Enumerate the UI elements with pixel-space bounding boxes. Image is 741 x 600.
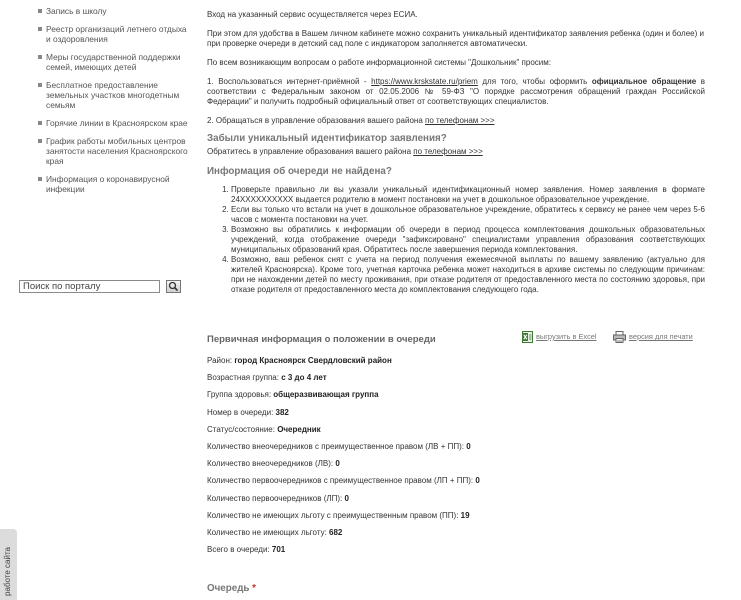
- queue-row-health-group: [207, 390, 707, 407]
- sidebar-item-label: График работы мобильных центров занятости населения Красноярского края: [46, 136, 188, 166]
- row-value: 701: [271, 545, 286, 555]
- row-label: Количество первоочередников (ЛП):: [207, 493, 345, 503]
- queue-info-header: [207, 331, 707, 345]
- row-value: 682: [329, 527, 343, 537]
- row-value: Очередник: [277, 424, 321, 434]
- personal-cabinet-note: При этом для удобства в Вашем личном кабинете можно сохранить уникальный идентификатор заявления ребенка (один и более) и при проверке очереди в детский сад поле с индикатором заполняется автоматически.: [207, 29, 704, 48]
- sidebar-item-label: Информация о коронавирусной инфекции: [46, 174, 170, 194]
- bullet-icon: [38, 177, 42, 181]
- row-label: Всего в очереди:: [207, 545, 272, 555]
- search-icon: [167, 281, 180, 292]
- site-feedback-tab[interactable]: [0, 529, 17, 600]
- sidebar-item-hotlines[interactable]: [38, 118, 188, 128]
- list-item: 4. Возможно, ваш ребенок снят с учета на период получения ежемесячной выплаты по вашему заявлению (актуально для жителей Красноярска). Кроме того, учетная карточка ребенка может находиться в архиве системы по следующим причинам: при не нахождении детей по месту проживания, при отказе родителя от предоставленного места по состоянию здоровья, при отказе родителя от предоставленного места до комплектования следующего года.: [231, 255, 705, 295]
- bullet-icon: [38, 27, 42, 31]
- printer-icon: [613, 331, 626, 343]
- queue-not-found-heading: Информация об очереди не найдена?: [207, 166, 392, 177]
- queue-row-lv: [207, 459, 707, 476]
- queue-section-title: [207, 584, 256, 594]
- esia-note: Вход на указанный сервис осуществляется через ЕСИА.: [207, 10, 418, 19]
- feedback-tab-label: работе сайта: [3, 547, 12, 596]
- row-value: город Красноярск Свердловский район: [234, 356, 392, 365]
- sidebar-item-label: Реестр организаций летнего отдыха и оздоровления: [46, 24, 187, 44]
- forgot-id-paragraph: [207, 147, 705, 157]
- sidebar-item-label: Меры государственной поддержки семей, имеющих детей: [46, 52, 181, 72]
- reception-text-end: в соответствии с Федеральным законом от 02.05.2006 № 59-ФЗ "О порядке рассмотрения обращений граждан Российской Федерации" и получить подробный официальный ответ от соответствующих специалистов.: [207, 77, 705, 106]
- list-item: 1. Проверьте правильно ли вы указали уникальный идентификационный номер заявления. Номер заявления в формате 24ХХХХХХХХХХ выдается родителю в момент постановки на учет в дошкольное образовательное учреждение.: [231, 185, 705, 205]
- sidebar-item-label: Горячие линии в Красноярском крае: [46, 118, 188, 128]
- forgot-id-phones-link[interactable]: по телефонам >>>: [413, 147, 483, 156]
- sidebar-item-summer-camps[interactable]: [38, 24, 188, 44]
- sidebar-menu: [38, 6, 188, 202]
- forgot-id-text: Обратитесь в управление образования вашего района: [207, 147, 414, 156]
- row-label: Район:: [207, 356, 235, 365]
- print-version-label: версия для печати: [629, 332, 693, 341]
- main-content: [207, 10, 705, 295]
- row-label: Количество первоочередников с преимущественное правом (ЛП + ПП):: [207, 476, 476, 486]
- reception-text-mid: для того, чтобы оформить: [477, 77, 592, 86]
- queue-info-title: Первичная информация о положении в очереди: [207, 334, 436, 345]
- row-label: Номер в очереди:: [207, 407, 276, 417]
- queue-row-lp-pp: [207, 476, 707, 493]
- sidebar-item-family-support[interactable]: [38, 52, 188, 72]
- row-value: 382: [275, 407, 289, 417]
- queue-section-label: Очередь: [207, 583, 250, 594]
- queue-row-no-benefit: [207, 528, 707, 545]
- row-label: Количество внеочередников с преимущественное правом (ЛВ + ПП):: [207, 441, 467, 451]
- internet-reception-paragraph: [207, 77, 705, 107]
- bullet-icon: [38, 139, 42, 143]
- forgot-id-heading: Забыли уникальный идентификатор заявления?: [207, 133, 447, 144]
- queue-row-district: [207, 356, 707, 373]
- search-input[interactable]: [19, 280, 160, 293]
- bullet-icon: [38, 83, 42, 87]
- row-value: 0: [475, 476, 480, 486]
- sidebar-item-school-enrollment[interactable]: [38, 6, 188, 16]
- row-value: 0: [335, 459, 340, 469]
- row-value: с 3 до 4 лет: [281, 373, 327, 383]
- row-value: 0: [344, 493, 349, 503]
- search-button[interactable]: [166, 280, 181, 293]
- bullet-icon: [38, 9, 42, 13]
- print-version-link[interactable]: [613, 331, 693, 343]
- queue-row-pp: [207, 511, 707, 528]
- queue-row-age-group: [207, 373, 707, 390]
- internet-reception-link[interactable]: https://www.krskstate.ru/priem: [371, 77, 478, 86]
- queue-row-lv-pp: [207, 442, 707, 459]
- list-item: 2. Если вы только что встали на учет в дошкольное образовательное учреждение, обратитесь к сервису не ранее чем через 5-6 часов с момента постановки на учет.: [231, 205, 705, 225]
- row-label: Статус/состояние:: [207, 424, 278, 434]
- official-appeal-text: официальное обращение: [591, 77, 697, 86]
- education-dept-paragraph: [207, 116, 705, 126]
- sidebar-item-employment-centers[interactable]: [38, 136, 188, 166]
- bullet-icon: [38, 121, 42, 125]
- queue-not-found-list: [207, 185, 705, 295]
- queue-row-position: [207, 408, 707, 425]
- required-mark: *: [252, 583, 256, 594]
- queue-row-lp: [207, 494, 707, 511]
- bullet-icon: [38, 55, 42, 59]
- row-label: Количество внеочередников (ЛВ):: [207, 459, 336, 469]
- row-label: Возрастная группа:: [207, 373, 282, 383]
- export-excel-label: выгрузить в Excel: [536, 332, 597, 341]
- row-label: Количество не имеющих льготу:: [207, 527, 330, 537]
- list-item: 3. Возможно вы обратились к информации об очереди в период процесса комплектования дошкольных образовательных учреждений, когда отображение очереди "зафиксировано" специалистами управления образования соответствующих муниципальных образований края. Обратитесь после завершения периода комплектования.: [231, 225, 705, 255]
- reception-text-start: 1. Воспользоваться интернет-приёмной -: [207, 77, 372, 86]
- education-dept-text: 2. Обращаться в управление образования вашего района: [207, 116, 425, 125]
- row-value: 19: [460, 510, 470, 520]
- export-excel-link[interactable]: [522, 331, 597, 343]
- phones-link[interactable]: по телефонам >>>: [425, 116, 495, 125]
- excel-icon: [522, 331, 533, 343]
- sidebar-item-label: Бесплатное предоставление земельных участков многодетным семьям: [46, 80, 180, 110]
- questions-intro: По всем возникающим вопросам о работе информационной системы "Дошкольник" просим:: [207, 58, 551, 67]
- row-value: 0: [466, 441, 471, 451]
- queue-row-total: [207, 545, 707, 562]
- row-label: Количество не имеющих льготу с преимущественным правом (ПП):: [207, 510, 461, 520]
- sidebar-item-label: Запись в школу: [46, 6, 107, 16]
- row-value: общеразвивающая группа: [273, 390, 379, 400]
- portal-search: [19, 280, 184, 295]
- sidebar-item-coronavirus[interactable]: [38, 174, 188, 194]
- row-label: Группа здоровья:: [207, 390, 274, 400]
- queue-row-status: [207, 425, 707, 442]
- sidebar-item-land-plots[interactable]: [38, 80, 188, 110]
- queue-info-block: [207, 331, 707, 562]
